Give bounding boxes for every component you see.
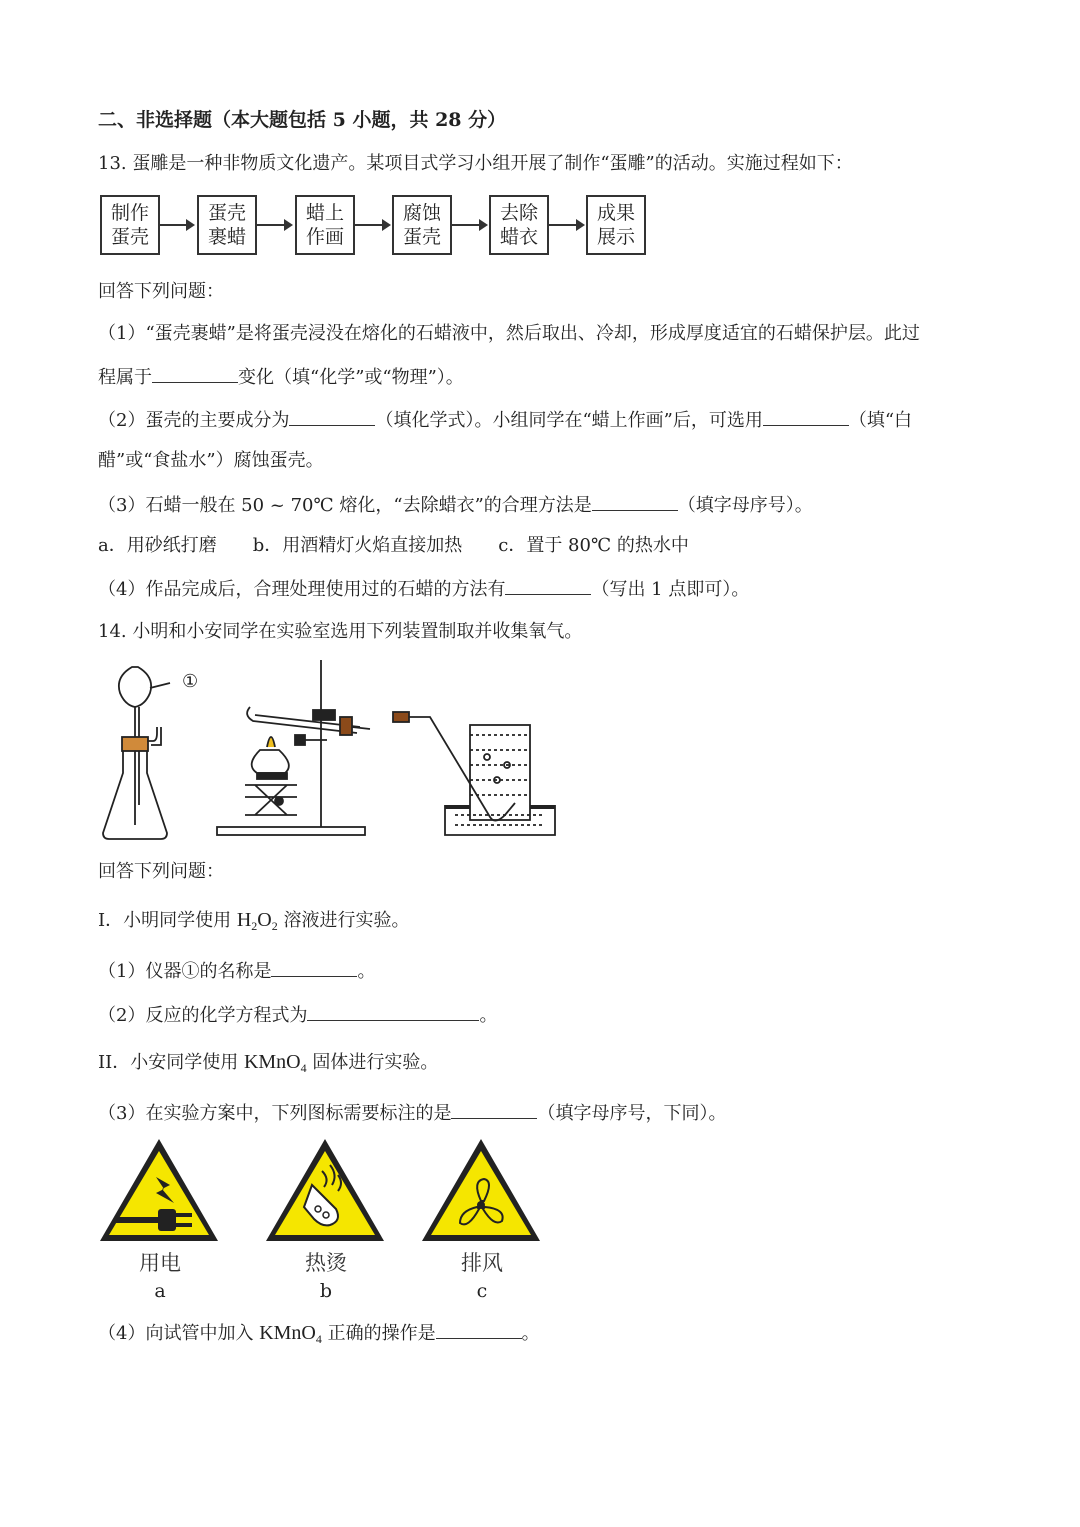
q13-stem: 13. 蛋雕是一种非物质文化遗产。某项目式学习小组开展了制作“蛋雕”的活动。实施过程如下： bbox=[98, 153, 853, 174]
sign-letter: b bbox=[319, 1280, 333, 1302]
hot-surface-icon bbox=[266, 1139, 384, 1241]
h2o2-formula: $H_2O_2$ bbox=[236, 909, 278, 933]
warning-signs bbox=[98, 1135, 548, 1245]
conical-flask-icon bbox=[103, 667, 170, 839]
kmno4-formula: KMnO$_4$ bbox=[259, 1322, 322, 1346]
flow-step: 蛋壳 裹蜡 bbox=[197, 195, 257, 255]
separatory-funnel-icon bbox=[119, 667, 151, 707]
sign-letter: a bbox=[154, 1280, 166, 1302]
arrow-right-icon bbox=[355, 224, 389, 226]
apparatus-label: ① bbox=[182, 671, 199, 692]
heating-setup-icon bbox=[217, 660, 370, 835]
q13-part1-line2: 程属于 变化（填“化学”或“物理”）。 bbox=[98, 364, 464, 390]
flow-step: 腐蚀 蛋壳 bbox=[392, 195, 452, 255]
arrow-right-icon bbox=[549, 224, 583, 226]
q13-part4: （4）作品完成后，合理处理使用过的石蜡的方法有 （写出 1 点即可）。 bbox=[98, 576, 749, 602]
answer-prompt: 回答下列问题： bbox=[98, 281, 224, 302]
answer-blank[interactable] bbox=[505, 576, 591, 595]
answer-blank[interactable] bbox=[271, 958, 357, 977]
q14-question3: （3）在实验方案中，下列图标需要标注的是 （填字母序号，下同）。 bbox=[98, 1100, 726, 1126]
stopper-icon bbox=[340, 717, 352, 735]
answer-blank[interactable] bbox=[307, 1002, 479, 1021]
answer-blank[interactable] bbox=[436, 1320, 522, 1339]
sign-label: 热烫 bbox=[305, 1251, 347, 1275]
ventilation-fan-icon bbox=[422, 1139, 540, 1241]
section-title: 二、非选择题（本大题包括 5 小题，共 28 分） bbox=[98, 109, 507, 131]
q13-part2-line2: 醋”或“食盐水”）腐蚀蛋壳。 bbox=[98, 450, 324, 471]
q14-question1: （1）仪器①的名称是 。 bbox=[98, 958, 375, 984]
flow-step: 去除 蜡衣 bbox=[489, 195, 549, 255]
q14-part1-intro: I．小明同学使用 $H_2O_2$ 溶液进行实验。 bbox=[98, 909, 410, 933]
kmno4-formula: KMnO$_4$ bbox=[243, 1051, 307, 1075]
q13-part1-line1: （1）“蛋壳裹蜡”是将蛋壳浸没在熔化的石蜡液中，然后取出、冷却，形成厚度适宜的石蜡保护层。此过 bbox=[98, 323, 920, 344]
q13-options: a．用砂纸打磨 b．用酒精灯火焰直接加热 c．置于 80℃ 的热水中 bbox=[98, 535, 689, 556]
flow-step: 制作 蛋壳 bbox=[100, 195, 160, 255]
q14-part2-intro: II．小安同学使用 KMnO$_4$ 固体进行实验。 bbox=[98, 1051, 439, 1075]
answer-blank[interactable] bbox=[763, 407, 849, 426]
q13-part3: （3）石蜡一般在 50 ~ 70℃ 熔化，“去除蜡衣”的合理方法是 （填字母序号）。 bbox=[98, 492, 813, 518]
sign-letter: c bbox=[476, 1280, 488, 1302]
process-flowchart bbox=[100, 195, 660, 261]
q14-question4: （4）向试管中加入 KMnO$_4$ 正确的操作是 。 bbox=[98, 1322, 540, 1346]
arrow-right-icon bbox=[452, 224, 486, 226]
answer-blank[interactable] bbox=[592, 492, 678, 511]
flow-step: 成果 展示 bbox=[586, 195, 646, 255]
lab-apparatus-figure bbox=[95, 655, 575, 845]
flow-step: 蜡上 作画 bbox=[295, 195, 355, 255]
answer-blank[interactable] bbox=[289, 407, 375, 426]
electricity-icon bbox=[100, 1139, 218, 1241]
q14-stem: 14. 小明和小安同学在实验室选用下列装置制取并收集氧气。 bbox=[98, 621, 583, 642]
alcohol-lamp-icon bbox=[252, 750, 289, 773]
sign-label: 排风 bbox=[461, 1251, 503, 1275]
answer-prompt: 回答下列问题： bbox=[98, 861, 224, 882]
q14-question2: （2）反应的化学方程式为 。 bbox=[98, 1002, 497, 1028]
answer-blank[interactable] bbox=[152, 364, 238, 383]
arrow-right-icon bbox=[257, 224, 291, 226]
answer-blank[interactable] bbox=[451, 1100, 537, 1119]
water-trough-icon bbox=[393, 712, 555, 835]
q13-part2-line1: （2）蛋壳的主要成分为 （填化学式）。小组同学在“蜡上作画”后，可选用 （填“白 bbox=[98, 407, 912, 433]
arrow-right-icon bbox=[160, 224, 193, 226]
sign-label: 用电 bbox=[139, 1251, 181, 1275]
